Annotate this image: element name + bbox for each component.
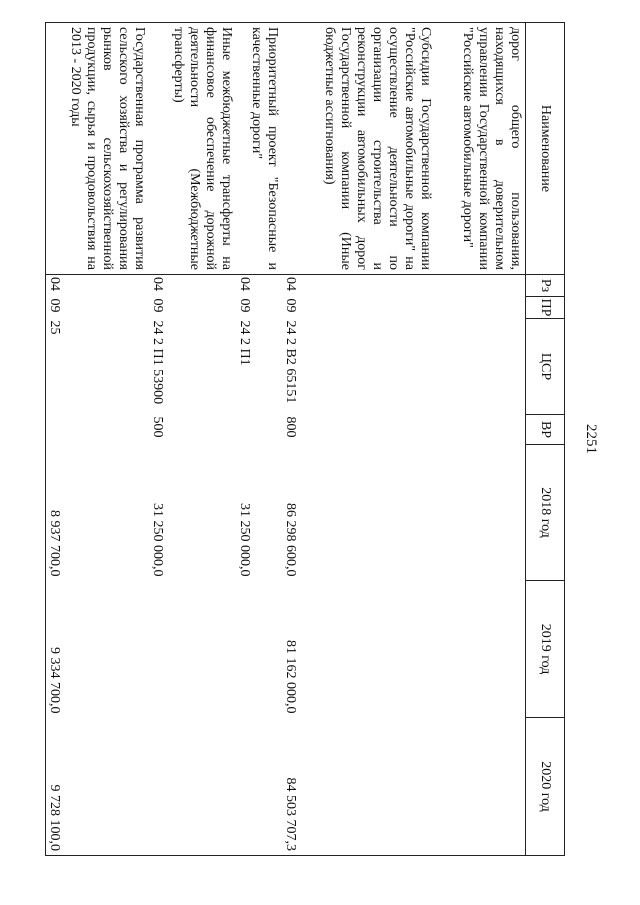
row-pr: 09 bbox=[150, 298, 166, 313]
budget-table bbox=[45, 22, 565, 856]
header-2020: 2020 год bbox=[526, 718, 565, 856]
row-2019 bbox=[435, 581, 526, 718]
row-csr: 24 2 П1 53900 bbox=[150, 320, 166, 405]
row-name: Государственная программа развития сельского хозяйства и регулирования рынков сельскохозяйственной продукции, сырья и продовольствия на 2013 - 2020 годы bbox=[46, 23, 150, 275]
row-2020: 9 728 100,0 bbox=[46, 718, 150, 856]
row-2018: 86 298 600,0 bbox=[283, 503, 299, 577]
row-2018: 31 250 000,0 bbox=[150, 503, 166, 577]
row-2019 bbox=[149, 581, 236, 718]
row-name: дорог общего пользования, находящихся в доверительном управлении Государственной компании "Российские автомобильные дороги" bbox=[435, 23, 526, 275]
row-2018: 31 250 000,0 bbox=[236, 503, 252, 577]
header-name: Наименование bbox=[526, 23, 565, 275]
row-2019: 9 334 700,0 bbox=[46, 581, 150, 718]
row-name: Субсидии Государственной компании "Российские автомобильные дороги" на осуществление деятельности по организации строительства и реконструкции автомобильных дорог Государственной компании (Иные бюджетные ассигнования) bbox=[282, 23, 434, 275]
row-vr: 500 bbox=[150, 416, 166, 438]
row-2019: 81 162 000,0 bbox=[283, 640, 299, 714]
row-rz: 04 bbox=[283, 277, 299, 291]
row-2020 bbox=[236, 718, 283, 856]
row-rz: 04 bbox=[236, 277, 252, 291]
row-2020 bbox=[149, 718, 236, 856]
row-vr bbox=[435, 415, 526, 445]
table-row bbox=[236, 23, 283, 856]
rotated-page bbox=[25, 10, 605, 868]
table-row bbox=[435, 23, 526, 856]
row-2019 bbox=[236, 581, 283, 718]
table-row bbox=[282, 23, 434, 856]
row-name: Приоритетный проект "Безопасные и качественные дороги" bbox=[236, 23, 283, 275]
row-pr: 09 bbox=[236, 298, 252, 313]
header-rz: Рз bbox=[526, 275, 565, 297]
header-csr: ЦСР bbox=[526, 319, 565, 415]
page-number: 2251 bbox=[583, 424, 599, 454]
table-row bbox=[149, 23, 236, 856]
row-csr bbox=[435, 319, 526, 415]
header-vr: ВР bbox=[526, 415, 565, 445]
row-pr bbox=[435, 297, 526, 319]
row-pr: 09 bbox=[283, 298, 299, 313]
row-rz: 04 bbox=[150, 277, 166, 291]
table-header bbox=[526, 23, 565, 856]
header-2018: 2018 год bbox=[526, 445, 565, 581]
table-row bbox=[46, 23, 150, 856]
row-name: Иные межбюджетные трансферты на финансовое обеспечение дорожной деятельности (Межбюджетные трансферты) bbox=[149, 23, 236, 275]
row-rz bbox=[435, 275, 526, 297]
row-rz: 04 bbox=[46, 275, 150, 297]
header-2019: 2019 год bbox=[526, 581, 565, 718]
row-csr: 25 bbox=[46, 319, 150, 415]
row-vr bbox=[236, 415, 283, 445]
row-2020: 84 503 707,3 bbox=[282, 718, 434, 856]
row-2018: 8 937 700,0 bbox=[46, 445, 150, 581]
row-2018 bbox=[435, 445, 526, 581]
row-vr: 800 bbox=[283, 416, 299, 438]
row-2020 bbox=[435, 718, 526, 856]
row-vr bbox=[46, 415, 150, 445]
row-csr: 24 2 П1 bbox=[236, 320, 252, 366]
row-pr: 09 bbox=[46, 297, 150, 319]
row-csr: 24 2 В2 65151 bbox=[283, 320, 299, 404]
header-pr: ПР bbox=[526, 297, 565, 319]
